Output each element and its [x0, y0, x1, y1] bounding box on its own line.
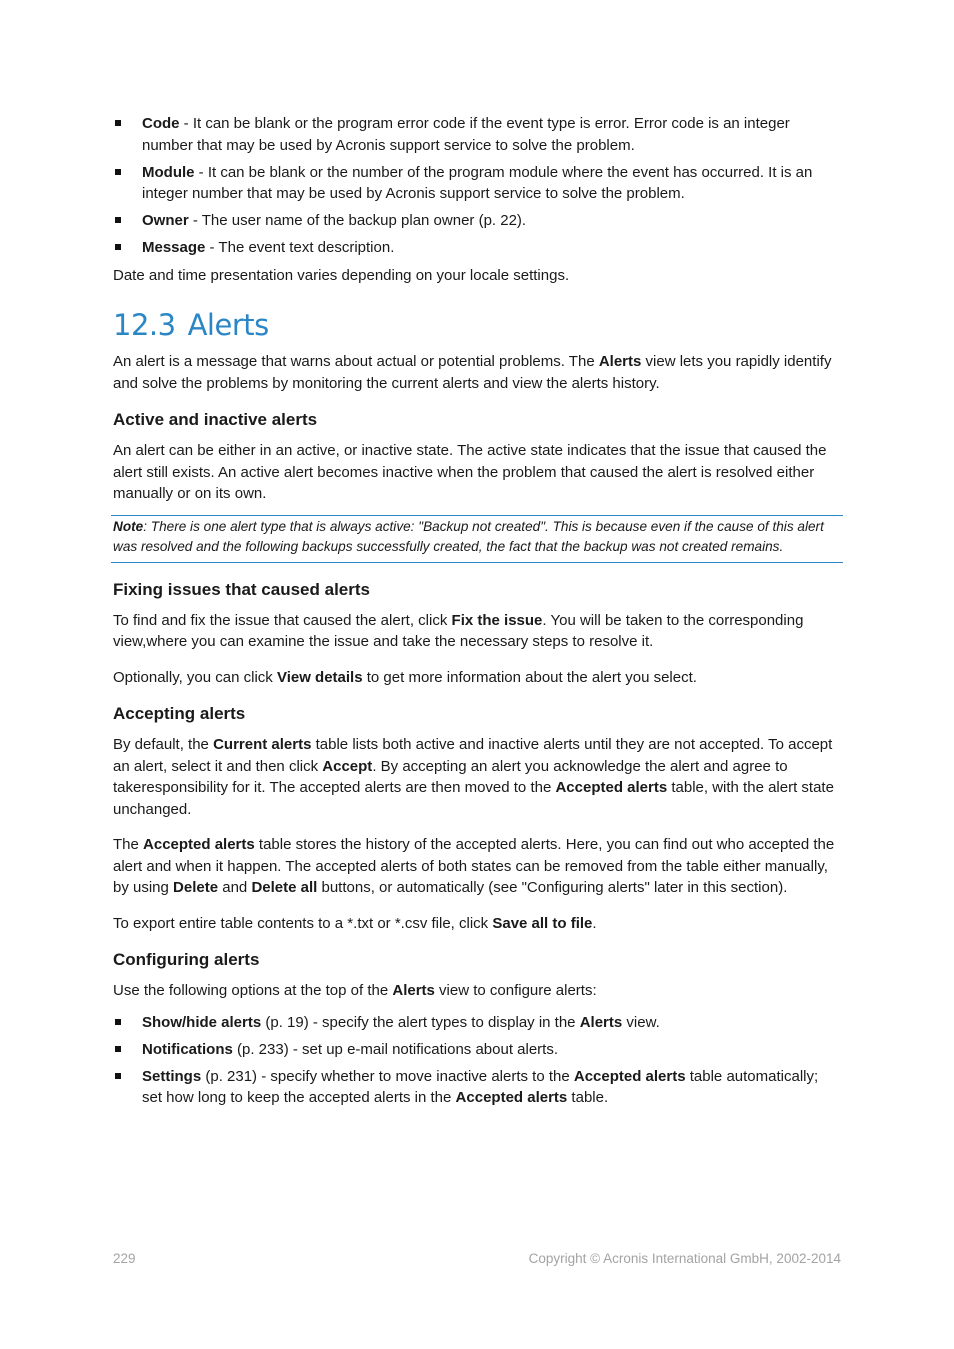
view-details-paragraph: Optionally, you can click View details to get more information about the alert you select.	[113, 668, 697, 686]
bullet-icon	[115, 1046, 121, 1052]
section-title	[113, 307, 841, 343]
bullet-icon	[115, 120, 121, 126]
list-item	[113, 237, 841, 259]
term-description: - It can be blank or the number of the program module where the event has occurred. It is an integer number that may be used by Acronis support service to solve the problem.	[142, 163, 813, 202]
heading-active-inactive: Active and inactive alerts	[113, 410, 318, 429]
page-number: 229	[113, 1251, 136, 1266]
bullet-icon	[115, 169, 121, 175]
bullet-icon	[115, 1073, 121, 1079]
section-number: 12.3	[113, 308, 176, 342]
heading-fixing: Fixing issues that caused alerts	[113, 579, 370, 599]
configuring-paragraph: Use the following options at the top of the Alerts view to configure alerts:	[113, 982, 597, 999]
list-item: Show/hide alerts (p. 19) - specify the alert types to display in the Alerts view.	[113, 1012, 841, 1034]
accepted-table-paragraph: The Accepted alerts table stores the history of the accepted alerts. Here, you can find out who accepted the alert and when it happen. The accepted alerts of both states can be removed from the table either manually, by using Delete and Delete all buttons, or automatically (see "Configuring alerts" later in this section).	[113, 836, 835, 896]
term-description: - The user name of the backup plan owner (p. 22).	[188, 212, 527, 229]
accepting-paragraph: By default, the Current alerts table lists both active and inactive alerts until they are not accepted. To accept an alert, select it and then click Accept. By accepting an alert you acknowledge the alert and agree to takeresponsibility for it. The accepted alerts are then moved to the Accepted alerts table, with the alert state unchanged.	[113, 736, 834, 818]
bullet-icon	[115, 1019, 121, 1025]
term-settings: Settings	[142, 1067, 202, 1085]
term-description: - The event text description.	[205, 239, 395, 256]
intro-paragraph: An alert is a message that warns about actual or potential problems. The Alerts view lets you rapidly identify and solve the problems by monitoring the current alerts and view the alerts history.	[113, 353, 832, 392]
list-item	[113, 162, 841, 205]
export-paragraph: To export entire table contents to a *.txt or *.csv file, click Save all to file.	[113, 914, 597, 932]
list-item: Settings (p. 231) - specify whether to move inactive alerts to the Accepted alerts table automatically; set how long to keep the accepted alerts in the Accepted alerts table.	[113, 1066, 841, 1109]
bullet-icon	[115, 244, 121, 250]
term-message: Message	[142, 239, 206, 256]
section-heading: Alerts	[187, 308, 269, 342]
fixing-paragraph: To find and fix the issue that caused the alert, click Fix the issue. You will be taken to the corresponding view,where you can examine the issue and take the necessary steps to resolve it.	[113, 611, 804, 650]
copyright-text: Copyright © Acronis International GmbH, 2002-2014	[528, 1251, 841, 1266]
note-label: Note	[113, 518, 144, 534]
list-item	[113, 113, 841, 156]
list-item	[113, 210, 841, 232]
note-box	[111, 515, 843, 563]
date-note: Date and time presentation varies depending on your locale settings.	[113, 266, 570, 284]
term-show-hide-alerts: Show/hide alerts	[142, 1013, 262, 1031]
note-text: : There is one alert type that is always active: "Backup not created". This is because even if the cause of this alert was resolved and the following backups successfully created, the fact that the backup was not created remains.	[113, 518, 824, 554]
term-module: Module	[142, 163, 195, 181]
term-notifications: Notifications	[142, 1040, 233, 1058]
heading-accepting: Accepting alerts	[113, 704, 246, 723]
page-content	[113, 113, 841, 1114]
heading-configuring: Configuring alerts	[113, 950, 260, 969]
event-fields-list	[113, 113, 841, 259]
active-paragraph: An alert can be either in an active, or inactive state. The active state indicates that the issue that caused the alert still exists. An active alert becomes inactive when the problem that caused the alert is resolved either manually or on its own.	[113, 442, 827, 502]
term-owner: Owner	[142, 212, 189, 229]
configuring-options-list	[113, 1012, 841, 1109]
list-item: Notifications (p. 233) - set up e-mail notifications about alerts.	[113, 1039, 841, 1061]
term-description: - It can be blank or the program error code if the event type is error. Error code is an integer number that may be used by Acronis support service to solve the problem.	[142, 115, 790, 154]
bullet-icon	[115, 217, 121, 223]
term-code: Code	[142, 115, 180, 132]
